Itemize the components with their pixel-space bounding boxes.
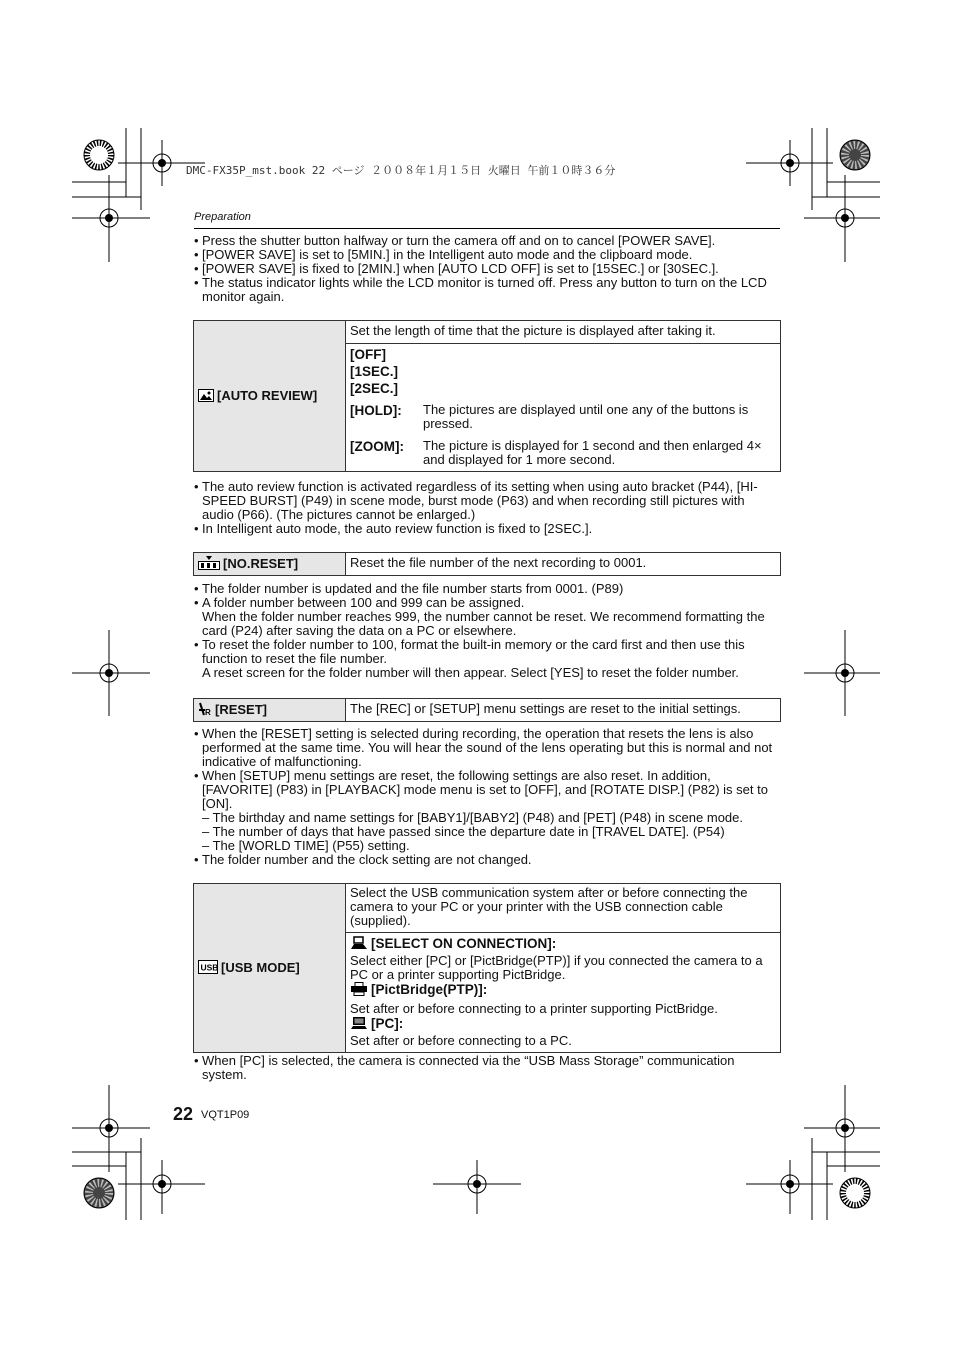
usb-mode-options	[346, 933, 781, 1053]
no-reset-notes	[194, 582, 780, 680]
svg-text:USB: USB	[200, 962, 218, 972]
auto-review-table	[193, 320, 781, 472]
intro-bullets	[194, 234, 780, 304]
pc-text: Set after or before connecting to a PC.	[350, 1033, 572, 1048]
list-item: • In Intelligent auto mode, the auto review function is fixed to [2SEC.].	[194, 522, 780, 536]
select-on-connection-label: [SELECT ON CONNECTION]:	[371, 936, 557, 951]
list-item-text: To reset the folder number to 100, format the built-in memory or the card first and then use this function to reset the file number.	[202, 637, 745, 666]
list-item: • When [PC] is selected, the camera is connected via the “USB Mass Storage” communication system.	[194, 1054, 780, 1082]
list-item: • [POWER SAVE] is fixed to [2MIN.] when [AUTO LCD OFF] is set to [15SEC.] or [30SEC.].	[194, 262, 780, 276]
option-1sec: [1SEC.]	[350, 364, 399, 379]
document-code: VQT1P09	[201, 1109, 250, 1121]
reset-description: The [REC] or [SETUP] menu settings are reset to the initial settings.	[346, 699, 781, 722]
no-reset-table	[193, 552, 781, 576]
list-item-continuation: A reset screen for the folder number will then appear. Select [YES] to reset the folder number.	[202, 665, 739, 680]
option-zoom-text: The picture is displayed for 1 second and then enlarged 4× and displayed for 1 more second.	[423, 438, 762, 467]
auto-review-description: Set the length of time that the picture is displayed after taking it.	[346, 321, 781, 344]
sub-list-item: – The birthday and name settings for [BABY1]/[BABY2] (P48) and [PET] (P48) in scene mode.	[202, 810, 743, 825]
list-item-continuation: When the folder number reaches 999, the number cannot be reset. We recommend formatting the card (P24) after saving the data on a PC or elsewhere.	[202, 609, 765, 638]
no-reset-icon	[198, 556, 220, 573]
option-hold: [HOLD]:	[350, 403, 402, 418]
pictbridge-label: [PictBridge(PTP)]:	[371, 982, 488, 997]
option-hold-text: The pictures are displayed until one any of the buttons is pressed.	[423, 402, 749, 431]
connection-icon	[350, 936, 368, 954]
select-on-connection-text: Select either [PC] or [PictBridge(PTP)] if you connected the camera to a PC or a printer supporting PictBridge.	[350, 953, 763, 982]
option-zoom: [ZOOM]:	[350, 439, 404, 454]
list-item: • The auto review function is activated regardless of its setting when using auto bracket (P44), [HI-SPEED BURST] (P49) in scene mode, burst mode (P63) and when recording still pictures with audio (P66). (The pictures cannot be enlarged.)	[194, 480, 780, 522]
printer-icon	[350, 982, 368, 1000]
pictbridge-text: Set after or before connecting to a printer supporting PictBridge.	[350, 1001, 718, 1016]
list-item-text: A folder number between 100 and 999 can be assigned.	[202, 595, 525, 610]
usb-mode-table	[193, 883, 781, 1053]
svg-text:R: R	[205, 707, 211, 716]
auto-review-options	[346, 344, 781, 472]
pc-label: [PC]:	[371, 1016, 404, 1031]
auto-review-notes	[194, 480, 780, 536]
reset-notes	[194, 727, 780, 867]
option-select-on-connection	[350, 936, 776, 954]
option-zoom-row	[350, 439, 776, 467]
option-off: [OFF]	[350, 347, 386, 362]
page-number: 22	[173, 1104, 194, 1124]
list-item: • The folder number and the clock setting are not changed.	[194, 853, 780, 867]
option-pc	[350, 1016, 776, 1034]
reset-table	[193, 698, 781, 722]
option-2sec: [2SEC.]	[350, 381, 399, 396]
reset-label: [RESET]	[215, 701, 267, 717]
usb-mode-label-cell	[194, 884, 346, 1053]
pc-icon	[350, 1016, 368, 1034]
usb-icon	[198, 960, 218, 977]
auto-review-icon	[198, 389, 214, 405]
no-reset-description: Reset the file number of the next recording to 0001.	[346, 553, 781, 576]
usb-notes	[194, 1054, 780, 1082]
list-item	[194, 596, 780, 638]
reset-label-cell	[194, 699, 346, 722]
auto-review-label: [AUTO REVIEW]	[217, 387, 318, 403]
print-info: DMC-FX35P_mst.book 22 ページ ２００８年１月１５日 火曜日 午前１０時３６分	[186, 164, 616, 177]
usb-mode-label: [USB MODE]	[221, 959, 300, 975]
option-hold-row	[350, 403, 776, 431]
section-label: Preparation	[194, 211, 251, 223]
usb-mode-description: Select the USB communication system after or before connecting the camera to your PC or your printer with the USB connection cable (supplied).	[346, 884, 781, 933]
list-item: • Press the shutter button halfway or turn the camera off and on to cancel [POWER SAVE].	[194, 234, 780, 248]
list-item: • The status indicator lights while the LCD monitor is turned off. Press any button to turn on the LCD monitor again.	[194, 276, 780, 304]
list-item	[194, 638, 780, 680]
reset-icon	[198, 702, 212, 719]
no-reset-label: [NO.RESET]	[223, 555, 299, 571]
sub-list-item: – The number of days that have passed since the departure date in [TRAVEL DATE]. (P54)	[202, 824, 725, 839]
option-pictbridge	[350, 982, 776, 1000]
list-item: • [POWER SAVE] is set to [5MIN.] in the Intelligent auto mode and the clipboard mode.	[194, 248, 780, 262]
sub-list-item: – The [WORLD TIME] (P55) setting.	[202, 838, 410, 853]
no-reset-label-cell	[194, 553, 346, 576]
list-item: • When the [RESET] setting is selected during recording, the operation that resets the lens is also performed at the same time. You will hear the sound of the lens operating but this is normal and not indicative of malfunctioning.	[194, 727, 780, 769]
section-rule	[194, 228, 780, 229]
list-item: • When [SETUP] menu settings are reset, the following settings are also reset. In addition, [FAVORITE] (P83) in [PLAYBACK] mode menu is set to [OFF], and [ROTATE DISP.] (P82) is set to [ON].	[194, 769, 780, 811]
auto-review-label-cell	[194, 321, 346, 472]
list-item: • The folder number is updated and the file number starts from 0001. (P89)	[194, 582, 780, 596]
